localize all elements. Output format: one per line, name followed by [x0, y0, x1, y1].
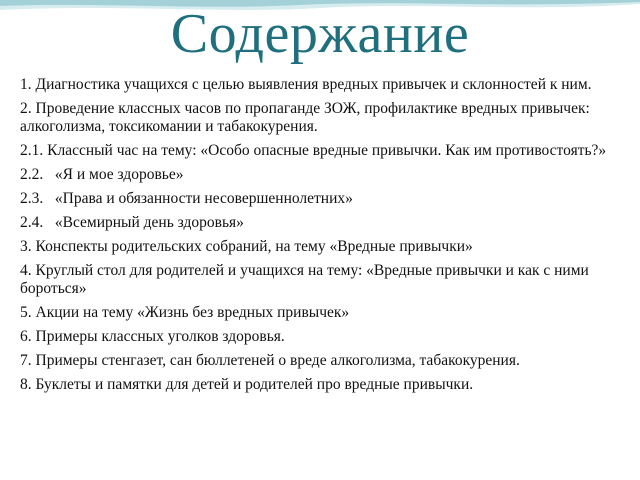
list-item: 2. Проведение классных часов по пропаганде ЗОЖ, профилактике вредных привычек: алкоголизма, токсикомании и табакокурения.	[20, 100, 590, 135]
list-item: 8. Буклеты и памятки для детей и родителей про вредные привычки.	[20, 376, 474, 393]
list-item: 1. Диагностика учащихся с целью выявления вредных привычек и склонностей к ним.	[20, 76, 592, 93]
list-item: 2.3. «Права и обязанности несовершеннолетних»	[20, 190, 353, 207]
list-item: 2.1. Классный час на тему: «Особо опасные вредные привычки. Как им противостоять?»	[20, 142, 607, 159]
slide-title: Содержание	[170, 3, 470, 65]
list-item: 6. Примеры классных уголков здоровья.	[20, 328, 285, 345]
list-item: 3. Конспекты родительских собраний, на тему «Вредные привычки»	[20, 238, 473, 255]
list-item: 5. Акции на тему «Жизнь без вредных привычек»	[20, 304, 350, 321]
list-item: 2.4. «Всемирный день здоровья»	[20, 214, 244, 231]
contents-list	[20, 76, 626, 400]
list-item: 7. Примеры стенгазет, сан бюллетеней о вреде алкоголизма, табакокурения.	[20, 352, 520, 369]
list-item: 2.2. «Я и мое здоровье»	[20, 166, 184, 183]
list-item: 4. Круглый стол для родителей и учащихся на тему: «Вредные привычки и как с ними бороться»	[20, 262, 589, 297]
